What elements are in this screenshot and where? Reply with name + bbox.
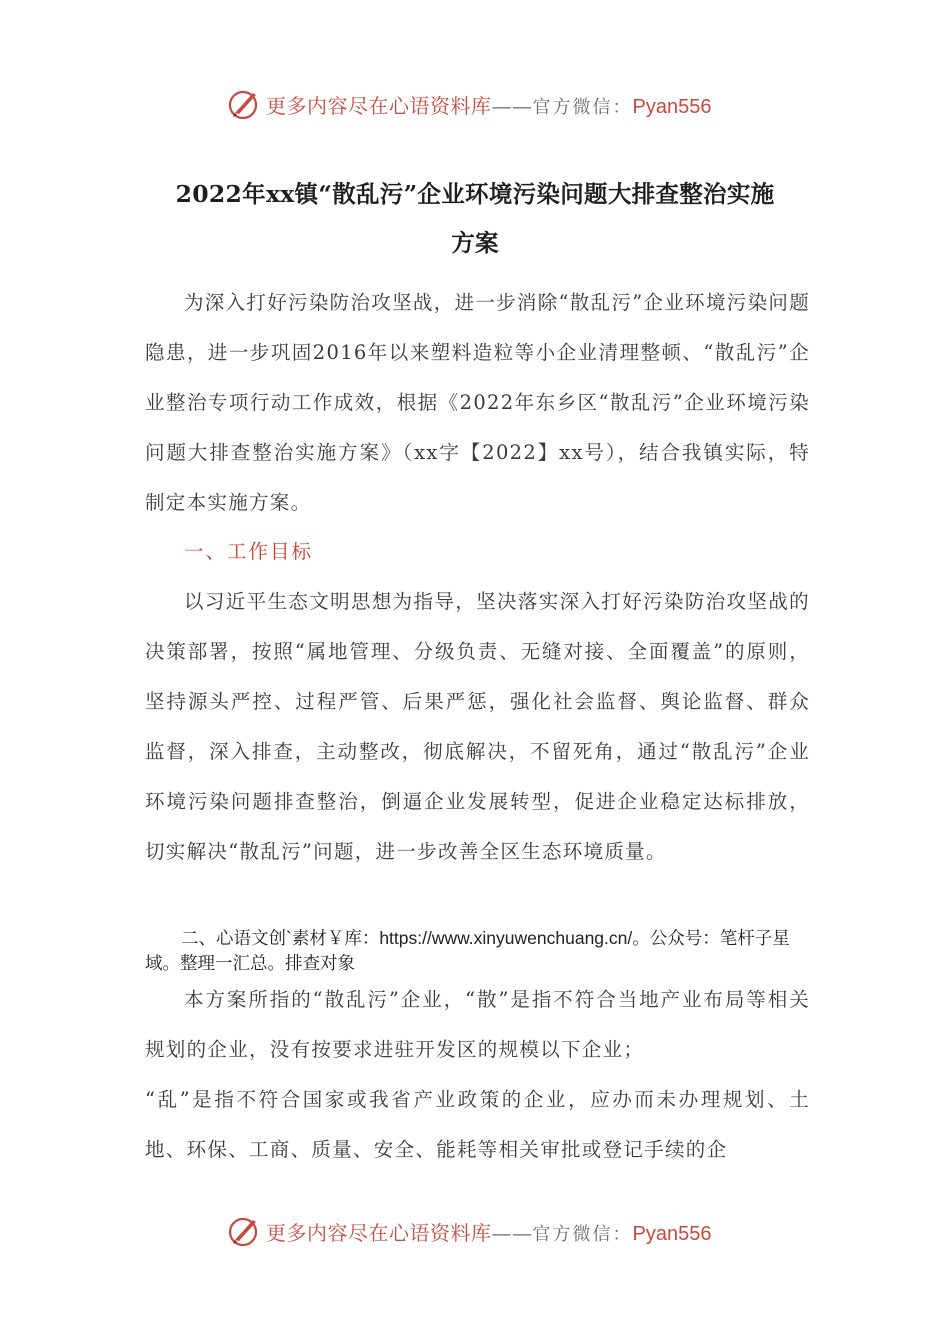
banner-text-group [266, 1217, 711, 1246]
section-1-paragraph: 以习近平生态文明思想为指导，坚决落实深入打好污染防治攻坚战的决策部署，按照“属地管理、分级负责、无缝对接、全面覆盖”的原则，坚持源头严控、过程严管、后果严惩，强化社会监督、舆论监督、群众监督，深入排查，主动整改，彻底解决，不留死角，通过“散乱污”企业环境污染问题排查整治，倒逼企业发展转型，促进企业稳定达标排放，切实解决“散乱污”问题，进一步改善全区生态环境质量。 [145, 590, 810, 863]
footer-watermark-banner [226, 1211, 746, 1251]
document-title [120, 170, 830, 268]
intro-paragraph: 为深入打好污染防治攻坚战，进一步消除“散乱污”企业环境污染问题隐患，进一步巩固2016年以来塑料造粒等小企业清理整顿、“散乱污”企业整治专项行动工作成效，根据《2022年东乡区“散乱污”企业环境污染问题大排查整治实施方案》（xx字【2022】xx号），结合我镇实际，特制定本实施方案。 [145, 291, 810, 514]
section-2-paragraph-2: “乱”是指不符合国家或我省产业政策的企业，应办而未办理规划、土地、环保、工商、质量、安全、能耗等相关审批或登记手续的企 [145, 1088, 810, 1161]
section-1-heading: 一、工作目标 [184, 540, 314, 563]
banner-dash: —— [491, 1220, 533, 1245]
header-watermark-banner [226, 84, 746, 124]
banner-wechat-label: 官方微信： [532, 1223, 633, 1245]
banner-promo-text: 更多内容尽在心语资料库 [266, 93, 492, 118]
title-line-1: 2022年xx镇“散乱污”企业环境污染问题大排查整治实施 [175, 180, 775, 208]
banner-wechat-label: 官方微信： [532, 96, 633, 118]
banner-wechat-id: Pyan556 [632, 95, 712, 118]
banner-text-group [266, 90, 711, 119]
title-line-2: 方案 [451, 229, 499, 257]
section-2-heading: 二、心语文创`素材￥库：https://www.xinyuwenchuang.cn/。公众号：笔杆子星域。整理一汇总。排查对象 [145, 928, 790, 973]
section-2-paragraph-1: 本方案所指的“散乱污”企业，“散”是指不符合当地产业布局等相关规划的企业，没有按要求进驻开发区的规模以下企业； [145, 988, 810, 1061]
banner-promo-text: 更多内容尽在心语资料库 [266, 1220, 492, 1245]
quill-pen-logo-icon [226, 86, 262, 122]
banner-wechat-id: Pyan556 [632, 1222, 712, 1245]
banner-dash: —— [491, 93, 533, 118]
quill-pen-logo-icon [226, 1213, 262, 1249]
